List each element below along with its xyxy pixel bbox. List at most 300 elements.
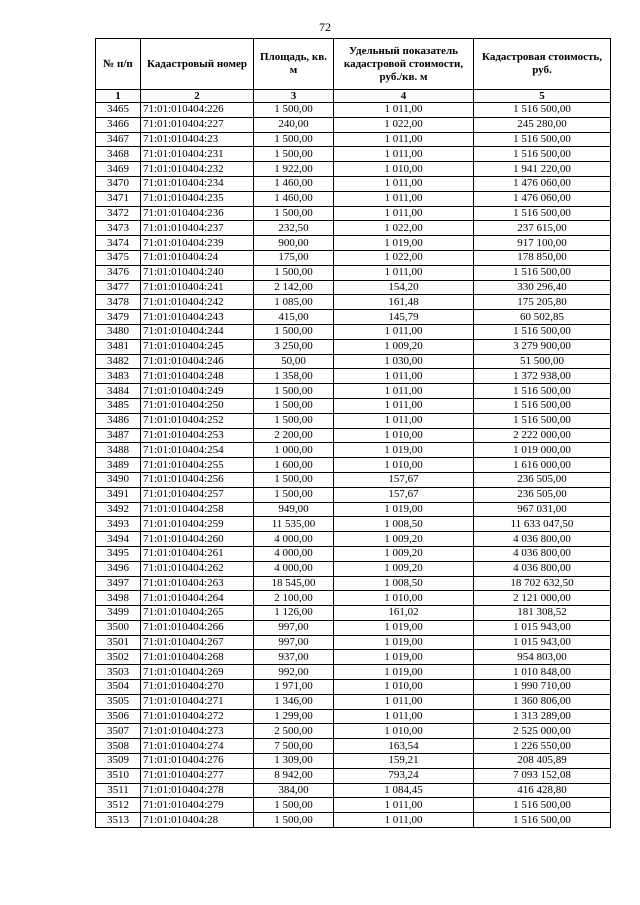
area-value: 1 500,00	[254, 384, 334, 399]
row-index: 3481	[96, 339, 141, 354]
cadastral-value: 1 616 000,00	[474, 458, 611, 473]
specific-value: 1 019,00	[334, 236, 474, 251]
area-value: 1 346,00	[254, 694, 334, 709]
specific-value: 1 011,00	[334, 798, 474, 813]
row-index: 3501	[96, 635, 141, 650]
area-value: 415,00	[254, 310, 334, 325]
cadastral-number: 71:01:010404:226	[141, 103, 254, 118]
cadastral-value: 4 036 800,00	[474, 561, 611, 576]
cadastral-number: 71:01:010404:255	[141, 458, 254, 473]
table-row	[96, 236, 611, 251]
specific-value: 1 019,00	[334, 443, 474, 458]
cadastral-value: 1 516 500,00	[474, 103, 611, 118]
table-row	[96, 620, 611, 635]
specific-value: 1 011,00	[334, 384, 474, 399]
cadastral-value: 1 516 500,00	[474, 384, 611, 399]
cadastral-value: 416 428,80	[474, 783, 611, 798]
area-value: 18 545,00	[254, 576, 334, 591]
column-number-row	[96, 90, 611, 103]
specific-value: 1 011,00	[334, 265, 474, 280]
specific-value: 1 011,00	[334, 103, 474, 118]
specific-value: 1 010,00	[334, 162, 474, 177]
table-row	[96, 502, 611, 517]
cadastral-number: 71:01:010404:274	[141, 739, 254, 754]
area-value: 1 500,00	[254, 398, 334, 413]
cadastral-number: 71:01:010404:260	[141, 532, 254, 547]
header-row	[96, 39, 611, 90]
specific-value: 157,67	[334, 472, 474, 487]
header-cadastral-number: Кадастровый номер	[141, 39, 254, 90]
cadastral-number: 71:01:010404:234	[141, 176, 254, 191]
area-value: 7 500,00	[254, 739, 334, 754]
specific-value: 1 009,20	[334, 339, 474, 354]
row-index: 3467	[96, 132, 141, 147]
row-index: 3494	[96, 532, 141, 547]
table-row	[96, 576, 611, 591]
row-index: 3513	[96, 813, 141, 828]
table-row	[96, 428, 611, 443]
cadastral-number: 71:01:010404:277	[141, 768, 254, 783]
cadastral-number: 71:01:010404:239	[141, 236, 254, 251]
row-index: 3469	[96, 162, 141, 177]
row-index: 3472	[96, 206, 141, 221]
specific-value: 1 019,00	[334, 620, 474, 635]
cadastral-number: 71:01:010404:254	[141, 443, 254, 458]
row-index: 3508	[96, 739, 141, 754]
cadastral-number: 71:01:010404:268	[141, 650, 254, 665]
table-body	[96, 103, 611, 828]
table-row	[96, 176, 611, 191]
area-value: 2 100,00	[254, 591, 334, 606]
specific-value: 1 011,00	[334, 176, 474, 191]
row-index: 3490	[96, 472, 141, 487]
cadastral-value: 181 308,52	[474, 606, 611, 621]
specific-value: 1 011,00	[334, 132, 474, 147]
specific-value: 1 010,00	[334, 680, 474, 695]
row-index: 3493	[96, 517, 141, 532]
row-index: 3477	[96, 280, 141, 295]
specific-value: 154,20	[334, 280, 474, 295]
row-index: 3468	[96, 147, 141, 162]
row-index: 3498	[96, 591, 141, 606]
table-row	[96, 324, 611, 339]
column-number: 3	[254, 90, 334, 103]
row-index: 3510	[96, 768, 141, 783]
column-number: 1	[96, 90, 141, 103]
area-value: 4 000,00	[254, 546, 334, 561]
cadastral-value: 237 615,00	[474, 221, 611, 236]
table-row	[96, 117, 611, 132]
table-row	[96, 739, 611, 754]
row-index: 3495	[96, 546, 141, 561]
row-index: 3491	[96, 487, 141, 502]
row-index: 3471	[96, 191, 141, 206]
table-row	[96, 310, 611, 325]
table-row	[96, 250, 611, 265]
table-row	[96, 591, 611, 606]
cadastral-value: 330 296,40	[474, 280, 611, 295]
row-index: 3489	[96, 458, 141, 473]
area-value: 4 000,00	[254, 561, 334, 576]
area-value: 949,00	[254, 502, 334, 517]
cadastral-number: 71:01:010404:272	[141, 709, 254, 724]
table-row	[96, 754, 611, 769]
cadastral-value: 7 093 152,08	[474, 768, 611, 783]
specific-value: 1 019,00	[334, 635, 474, 650]
cadastral-number: 71:01:010404:270	[141, 680, 254, 695]
area-value: 11 535,00	[254, 517, 334, 532]
cadastral-value: 1 516 500,00	[474, 206, 611, 221]
cadastral-value: 1 516 500,00	[474, 398, 611, 413]
cadastral-value: 917 100,00	[474, 236, 611, 251]
cadastral-number: 71:01:010404:264	[141, 591, 254, 606]
table-row	[96, 339, 611, 354]
header-cadastral-value: Кадастровая стоимость, руб.	[474, 39, 611, 90]
area-value: 232,50	[254, 221, 334, 236]
area-value: 1 500,00	[254, 813, 334, 828]
row-index: 3475	[96, 250, 141, 265]
area-value: 1 500,00	[254, 413, 334, 428]
cadastral-number: 71:01:010404:278	[141, 783, 254, 798]
area-value: 1 922,00	[254, 162, 334, 177]
cadastral-number: 71:01:010404:243	[141, 310, 254, 325]
cadastral-number: 71:01:010404:259	[141, 517, 254, 532]
cadastral-value: 236 505,00	[474, 487, 611, 502]
row-index: 3502	[96, 650, 141, 665]
specific-value: 1 022,00	[334, 250, 474, 265]
cadastral-number: 71:01:010404:271	[141, 694, 254, 709]
cadastral-value: 1 476 060,00	[474, 191, 611, 206]
cadastral-number: 71:01:010404:227	[141, 117, 254, 132]
table-row	[96, 147, 611, 162]
row-index: 3466	[96, 117, 141, 132]
table-row	[96, 472, 611, 487]
table-row	[96, 354, 611, 369]
cadastral-value: 1 476 060,00	[474, 176, 611, 191]
header-specific-value: Удельный показатель кадастровой стоимости, руб./кв. м	[334, 39, 474, 90]
column-number: 5	[474, 90, 611, 103]
row-index: 3496	[96, 561, 141, 576]
specific-value: 1 011,00	[334, 694, 474, 709]
cadastral-value: 2 121 000,00	[474, 591, 611, 606]
cadastral-number: 71:01:010404:249	[141, 384, 254, 399]
specific-value: 1 011,00	[334, 709, 474, 724]
page-number: 72	[319, 20, 331, 34]
table-row	[96, 532, 611, 547]
cadastral-value: 1 226 550,00	[474, 739, 611, 754]
cadastral-number: 71:01:010404:231	[141, 147, 254, 162]
area-value: 1 500,00	[254, 324, 334, 339]
cadastral-number: 71:01:010404:240	[141, 265, 254, 280]
table-row	[96, 265, 611, 280]
row-index: 3509	[96, 754, 141, 769]
specific-value: 1 009,20	[334, 546, 474, 561]
cadastral-number: 71:01:010404:258	[141, 502, 254, 517]
cadastral-value: 1 516 500,00	[474, 324, 611, 339]
table-row	[96, 813, 611, 828]
specific-value: 1 019,00	[334, 665, 474, 680]
area-value: 1 085,00	[254, 295, 334, 310]
area-value: 900,00	[254, 236, 334, 251]
table-row	[96, 724, 611, 739]
table-row	[96, 650, 611, 665]
specific-value: 1 009,20	[334, 561, 474, 576]
row-index: 3485	[96, 398, 141, 413]
specific-value: 1 019,00	[334, 650, 474, 665]
row-index: 3470	[96, 176, 141, 191]
cadastral-value: 1 516 500,00	[474, 265, 611, 280]
specific-value: 1 009,20	[334, 532, 474, 547]
cadastral-number: 71:01:010404:246	[141, 354, 254, 369]
table-row	[96, 280, 611, 295]
area-value: 1 500,00	[254, 132, 334, 147]
row-index: 3486	[96, 413, 141, 428]
cadastral-value: 1 015 943,00	[474, 620, 611, 635]
cadastral-value: 2 525 000,00	[474, 724, 611, 739]
specific-value: 793,24	[334, 768, 474, 783]
specific-value: 1 019,00	[334, 502, 474, 517]
cadastral-number: 71:01:010404:236	[141, 206, 254, 221]
row-index: 3511	[96, 783, 141, 798]
specific-value: 1 011,00	[334, 206, 474, 221]
area-value: 4 000,00	[254, 532, 334, 547]
table-row	[96, 680, 611, 695]
cadastral-number: 71:01:010404:252	[141, 413, 254, 428]
specific-value: 1 011,00	[334, 147, 474, 162]
table-row	[96, 709, 611, 724]
cadastral-number: 71:01:010404:256	[141, 472, 254, 487]
specific-value: 161,02	[334, 606, 474, 621]
specific-value: 161,48	[334, 295, 474, 310]
row-index: 3480	[96, 324, 141, 339]
area-value: 1 000,00	[254, 443, 334, 458]
cadastral-value: 1 941 220,00	[474, 162, 611, 177]
cadastral-value: 18 702 632,50	[474, 576, 611, 591]
specific-value: 1 022,00	[334, 117, 474, 132]
cadastral-value: 1 990 710,00	[474, 680, 611, 695]
cadastral-value: 236 505,00	[474, 472, 611, 487]
column-number: 2	[141, 90, 254, 103]
area-value: 937,00	[254, 650, 334, 665]
row-index: 3479	[96, 310, 141, 325]
area-value: 992,00	[254, 665, 334, 680]
area-value: 997,00	[254, 620, 334, 635]
specific-value: 1 010,00	[334, 458, 474, 473]
cadastral-number: 71:01:010404:263	[141, 576, 254, 591]
table-row	[96, 191, 611, 206]
specific-value: 1 010,00	[334, 428, 474, 443]
cadastral-number: 71:01:010404:262	[141, 561, 254, 576]
cadastral-value: 3 279 900,00	[474, 339, 611, 354]
specific-value: 1 011,00	[334, 324, 474, 339]
cadastral-number: 71:01:010404:28	[141, 813, 254, 828]
cadastral-value: 1 516 500,00	[474, 132, 611, 147]
row-index: 3512	[96, 798, 141, 813]
specific-value: 1 011,00	[334, 191, 474, 206]
specific-value: 1 010,00	[334, 591, 474, 606]
cadastral-value: 1 516 500,00	[474, 813, 611, 828]
row-index: 3476	[96, 265, 141, 280]
table-row	[96, 606, 611, 621]
area-value: 175,00	[254, 250, 334, 265]
table-row	[96, 295, 611, 310]
cadastral-number: 71:01:010404:257	[141, 487, 254, 502]
area-value: 384,00	[254, 783, 334, 798]
area-value: 1 309,00	[254, 754, 334, 769]
table-row	[96, 798, 611, 813]
cadastral-value: 178 850,00	[474, 250, 611, 265]
table-row	[96, 517, 611, 532]
cadastral-value: 4 036 800,00	[474, 532, 611, 547]
cadastral-value: 175 205,80	[474, 295, 611, 310]
cadastral-value: 1 372 938,00	[474, 369, 611, 384]
cadastral-number: 71:01:010404:244	[141, 324, 254, 339]
cadastral-value: 60 502,85	[474, 310, 611, 325]
specific-value: 1 008,50	[334, 576, 474, 591]
cadastral-value: 1 360 806,00	[474, 694, 611, 709]
column-number: 4	[334, 90, 474, 103]
table-row	[96, 413, 611, 428]
cadastral-value: 1 516 500,00	[474, 798, 611, 813]
table-row	[96, 665, 611, 680]
table-row	[96, 694, 611, 709]
row-index: 3473	[96, 221, 141, 236]
specific-value: 163,54	[334, 739, 474, 754]
row-index: 3478	[96, 295, 141, 310]
cadastral-number: 71:01:010404:235	[141, 191, 254, 206]
area-value: 240,00	[254, 117, 334, 132]
area-value: 1 126,00	[254, 606, 334, 621]
cadastral-value: 51 500,00	[474, 354, 611, 369]
cadastral-number: 71:01:010404:237	[141, 221, 254, 236]
cadastral-value: 954 803,00	[474, 650, 611, 665]
area-value: 1 500,00	[254, 103, 334, 118]
cadastral-number: 71:01:010404:269	[141, 665, 254, 680]
table-row	[96, 546, 611, 561]
area-value: 3 250,00	[254, 339, 334, 354]
header-area: Площадь, кв. м	[254, 39, 334, 90]
row-index: 3487	[96, 428, 141, 443]
area-value: 1 460,00	[254, 176, 334, 191]
area-value: 1 299,00	[254, 709, 334, 724]
cadastral-number: 71:01:010404:253	[141, 428, 254, 443]
cadastral-number: 71:01:010404:266	[141, 620, 254, 635]
cadastral-number: 71:01:010404:267	[141, 635, 254, 650]
area-value: 997,00	[254, 635, 334, 650]
cadastral-number: 71:01:010404:265	[141, 606, 254, 621]
cadastral-value: 1 015 943,00	[474, 635, 611, 650]
cadastral-value: 11 633 047,50	[474, 517, 611, 532]
cadastral-number: 71:01:010404:24	[141, 250, 254, 265]
table-row	[96, 635, 611, 650]
area-value: 1 971,00	[254, 680, 334, 695]
area-value: 1 358,00	[254, 369, 334, 384]
area-value: 1 500,00	[254, 798, 334, 813]
specific-value: 1 030,00	[334, 354, 474, 369]
row-index: 3492	[96, 502, 141, 517]
cadastral-value: 1 313 289,00	[474, 709, 611, 724]
specific-value: 1 011,00	[334, 813, 474, 828]
table-row	[96, 768, 611, 783]
area-value: 2 200,00	[254, 428, 334, 443]
specific-value: 1 022,00	[334, 221, 474, 236]
row-index: 3504	[96, 680, 141, 695]
specific-value: 145,79	[334, 310, 474, 325]
cadastral-number: 71:01:010404:242	[141, 295, 254, 310]
specific-value: 1 084,45	[334, 783, 474, 798]
area-value: 1 600,00	[254, 458, 334, 473]
table-row	[96, 384, 611, 399]
specific-value: 1 011,00	[334, 413, 474, 428]
row-index: 3505	[96, 694, 141, 709]
specific-value: 1 011,00	[334, 398, 474, 413]
table-row	[96, 369, 611, 384]
cadastral-number: 71:01:010404:232	[141, 162, 254, 177]
row-index: 3506	[96, 709, 141, 724]
table-row	[96, 458, 611, 473]
row-index: 3503	[96, 665, 141, 680]
row-index: 3484	[96, 384, 141, 399]
cadastral-table	[95, 38, 611, 828]
cadastral-number: 71:01:010404:273	[141, 724, 254, 739]
row-index: 3474	[96, 236, 141, 251]
cadastral-number: 71:01:010404:245	[141, 339, 254, 354]
cadastral-number: 71:01:010404:248	[141, 369, 254, 384]
cadastral-value: 1 019 000,00	[474, 443, 611, 458]
row-index: 3465	[96, 103, 141, 118]
specific-value: 157,67	[334, 487, 474, 502]
cadastral-value: 4 036 800,00	[474, 546, 611, 561]
cadastral-value: 1 010 848,00	[474, 665, 611, 680]
cadastral-value: 1 516 500,00	[474, 413, 611, 428]
header-index: № п/п	[96, 39, 141, 90]
area-value: 8 942,00	[254, 768, 334, 783]
area-value: 1 500,00	[254, 472, 334, 487]
cadastral-value: 2 222 000,00	[474, 428, 611, 443]
area-value: 2 500,00	[254, 724, 334, 739]
row-index: 3507	[96, 724, 141, 739]
row-index: 3482	[96, 354, 141, 369]
specific-value: 1 010,00	[334, 724, 474, 739]
row-index: 3500	[96, 620, 141, 635]
area-value: 1 460,00	[254, 191, 334, 206]
row-index: 3488	[96, 443, 141, 458]
table-row	[96, 487, 611, 502]
table-row	[96, 162, 611, 177]
specific-value: 1 008,50	[334, 517, 474, 532]
cadastral-number: 71:01:010404:23	[141, 132, 254, 147]
area-value: 2 142,00	[254, 280, 334, 295]
table-row	[96, 398, 611, 413]
area-value: 1 500,00	[254, 206, 334, 221]
specific-value: 159,21	[334, 754, 474, 769]
cadastral-number: 71:01:010404:241	[141, 280, 254, 295]
table-row	[96, 443, 611, 458]
cadastral-number: 71:01:010404:261	[141, 546, 254, 561]
area-value: 1 500,00	[254, 265, 334, 280]
row-index: 3483	[96, 369, 141, 384]
cadastral-number: 71:01:010404:250	[141, 398, 254, 413]
table-row	[96, 132, 611, 147]
cadastral-value: 1 516 500,00	[474, 147, 611, 162]
area-value: 50,00	[254, 354, 334, 369]
table-row	[96, 221, 611, 236]
cadastral-value: 208 405,89	[474, 754, 611, 769]
cadastral-value: 245 280,00	[474, 117, 611, 132]
cadastral-value: 967 031,00	[474, 502, 611, 517]
area-value: 1 500,00	[254, 487, 334, 502]
table-row	[96, 206, 611, 221]
